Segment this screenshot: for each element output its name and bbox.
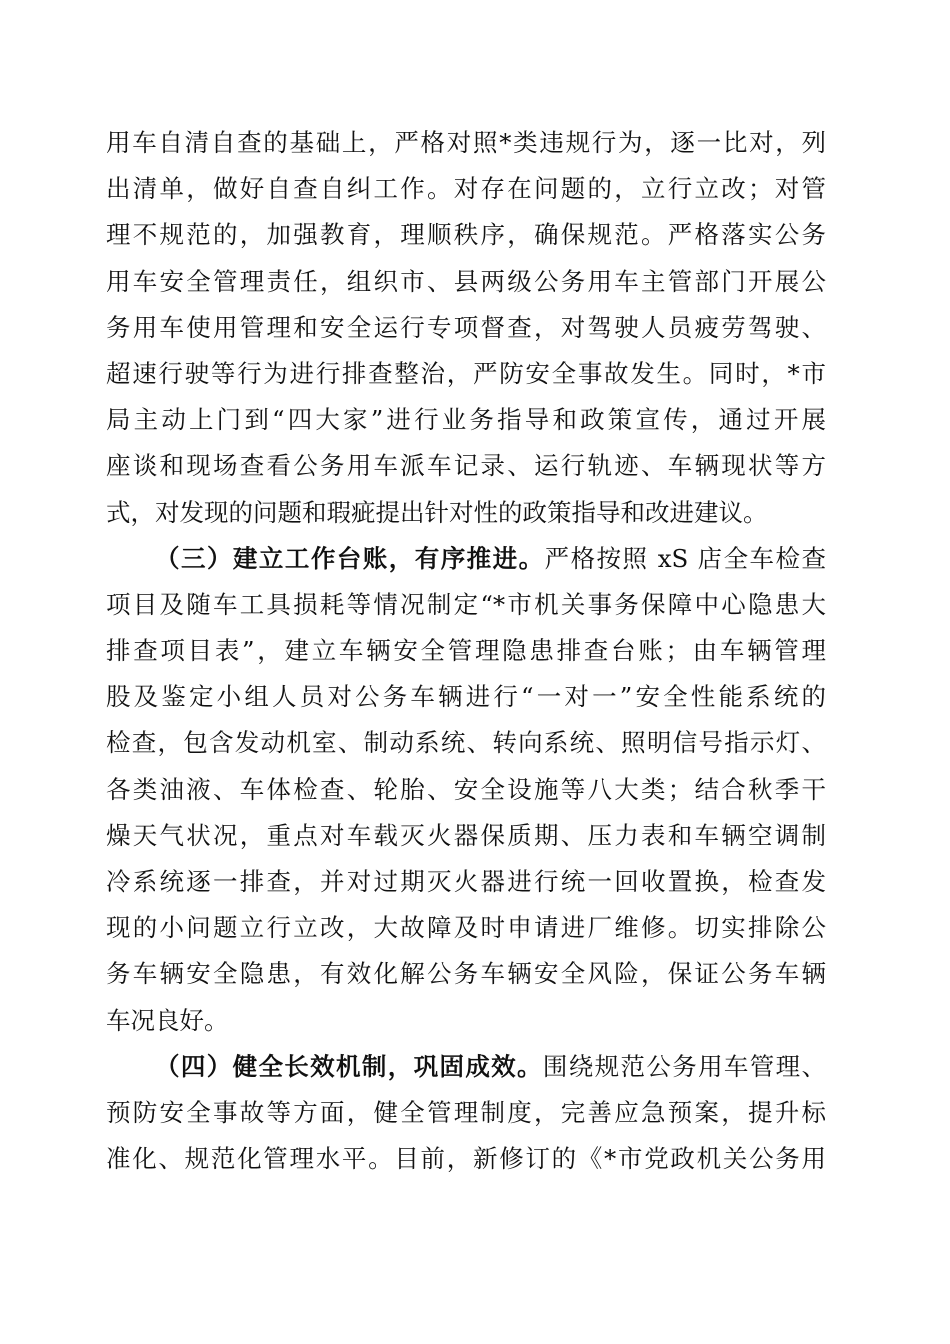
text-line: 准化、规范化管理水平。目前，新修订的《*市党政机关公务用 <box>106 1144 826 1174</box>
text-line: 式，对发现的问题和瑕疵提出针对性的政策指导和改进建议。 <box>106 497 768 527</box>
text-line: 项目及随车工具损耗等情况制定“*市机关事务保障中心隐患大 <box>106 589 826 619</box>
text-line: 出清单，做好自查自纠工作。对存在问题的，立行立改；对管 <box>106 174 826 204</box>
section-4-text: 围绕规范公务用车管理、 <box>542 1051 827 1081</box>
section-3-text: 严格按照 xS 店全车检查 <box>544 543 826 573</box>
text-line: 股及鉴定小组人员对公务车辆进行“一对一”安全性能系统的 <box>106 682 826 712</box>
section-3-first-line <box>106 536 826 582</box>
text-line: 燥天气状况，重点对车载灭火器保质期、压力表和车辆空调制 <box>106 820 826 850</box>
text-line: 排查项目表”，建立车辆安全管理隐患排查台账；由车辆管理 <box>106 636 826 666</box>
text-line: 务用车使用管理和安全运行专项督查，对驾驶人员疲劳驾驶、 <box>106 312 826 342</box>
text-line: 超速行驶等行为进行排查整治，严防安全事故发生。同时，*市 <box>106 358 826 388</box>
text-line: 用车安全管理责任，组织市、县两级公务用车主管部门开展公 <box>106 266 826 296</box>
text-line: 务车辆安全隐患，有效化解公务车辆安全风险，保证公务车辆 <box>106 959 826 989</box>
text-line: 冷系统逐一排查，并对过期灭火器进行统一回收置换，检查发 <box>106 867 826 896</box>
section-heading-3: （三）建立工作台账，有序推进。 <box>155 543 545 573</box>
body-text <box>106 120 826 1182</box>
text-line: 车况良好。 <box>106 1005 229 1035</box>
section-heading-4: （四）健全长效机制，巩固成效。 <box>155 1051 543 1081</box>
text-line: 理不规范的，加强教育，理顺秩序，确保规范。严格落实公务 <box>106 220 826 250</box>
text-line: 用车自清自查的基础上，严格对照*类违规行为，逐一比对，列 <box>106 128 826 157</box>
text-line: 检查，包含发动机室、制动系统、转向系统、照明信号指示灯、 <box>106 728 826 758</box>
section-4-first-line <box>106 1044 826 1090</box>
text-line: 座谈和现场查看公务用车派车记录、运行轨迹、车辆现状等方 <box>106 451 826 481</box>
text-line: 现的小问题立行立改，大故障及时申请进厂维修。切实排除公 <box>106 913 826 943</box>
text-line: 各类油液、车体检查、轮胎、安全设施等八大类；结合秋季干 <box>106 774 826 804</box>
text-line: 局主动上门到“四大家”进行业务指导和政策宣传，通过开展 <box>106 405 826 435</box>
text-line: 预防安全事故等方面，健全管理制度，完善应急预案，提升标 <box>106 1097 826 1127</box>
